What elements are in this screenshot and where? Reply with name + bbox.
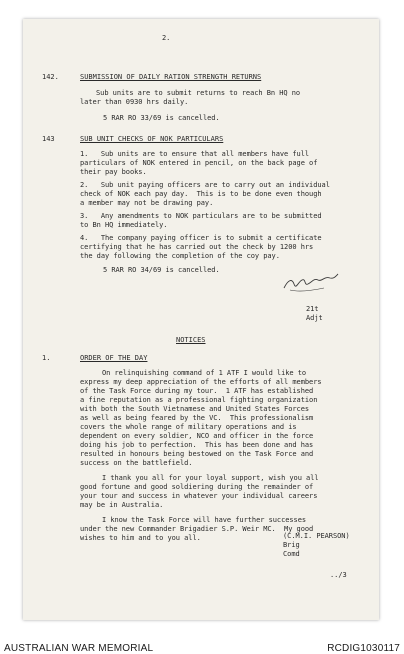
section-143-para4-line-3: the day following the completion of the coy pay. [80, 252, 280, 260]
section-143-para2-line-3: a member may not be drawing pay. [80, 199, 214, 207]
notice-para1-line-5: with both the South Vietnamese and United States Forces [80, 405, 310, 413]
section-142-cancel: 5 RAR RO 33/69 is cancelled. [103, 114, 220, 122]
comd-rank: Brig [283, 541, 300, 549]
notice-para3-line-1: I know the Task Force will have further successes [102, 516, 307, 524]
continuation-mark: ../3 [330, 571, 347, 579]
notice-para1-line-6: as well as being feared by the VC. This professionalism [80, 414, 314, 422]
notice-1-number: 1. [42, 354, 51, 362]
section-143-para1-line-2: particulars of NOK entered in pencil, on the back page of [80, 159, 318, 167]
section-143-para3-line-1: 3. Any amendments to NOK particulars are to be submitted [80, 212, 322, 220]
section-143-para2-line-2: check of NOK each pay day. This is to be done even though [80, 190, 322, 198]
comd-name: (C.M.I. PEARSON) [283, 532, 350, 540]
section-143-para4-line-2: certifying that he has carried out the check by 1200 hrs [80, 243, 314, 251]
notice-para2-line-2: good fortune and good soldiering during the remainder of [80, 483, 314, 491]
page-number: 2. [162, 34, 171, 42]
section-143-para3-line-2: to Bn HQ immediately. [80, 221, 168, 229]
notice-para1-line-2: express my deep appreciation of the efforts of all members [80, 378, 322, 386]
footer-institution: AUSTRALIAN WAR MEMORIAL [4, 643, 154, 654]
notice-para1-line-9: doing his job to perfection. This has been done and has [80, 441, 314, 449]
comd-title: Comd [283, 550, 300, 558]
section-143-cancel: 5 RAR RO 34/69 is cancelled. [103, 266, 220, 274]
notice-para1-line-1: On relinquishing command of 1 ATF I would like to [102, 369, 307, 377]
section-143-para1-line-1: 1. Sub units are to ensure that all members have full [80, 150, 310, 158]
section-143-heading: SUB UNIT CHECKS OF NOK PARTICULARS [80, 135, 224, 143]
section-142-line-2: later than 0930 hrs daily. [80, 98, 189, 106]
section-143-para4-line-1: 4. The company paying officer is to submit a certificate [80, 234, 322, 242]
notice-para1-line-7: covers the whole range of military operations and is [80, 423, 297, 431]
notice-para1-line-3: of the Task Force during my tour. 1 ATF has established [80, 387, 314, 395]
adjt-signature [280, 268, 340, 296]
archive-footer [0, 624, 404, 654]
notice-para1-line-8: dependent on every soldier, NCO and officer in the force [80, 432, 314, 440]
section-142-number: 142. [42, 73, 59, 81]
notice-para3-line-3: wishes to him and to you all. [80, 534, 201, 542]
notice-para1-line-4: a fine reputation as a professional fighting organization [80, 396, 318, 404]
notice-para1-line-11: success on the battlefield. [80, 459, 193, 467]
notices-heading: NOTICES [176, 336, 206, 344]
section-143-number: 143 [42, 135, 55, 143]
notice-para2-line-1: I thank you all for your loyal support, wish you all [102, 474, 319, 482]
adjt-rank: 21t [306, 305, 319, 313]
section-142-heading: SUBMISSION OF DAILY RATION STRENGTH RETURNS [80, 73, 262, 81]
notice-1-heading: ORDER OF THE DAY [80, 354, 148, 362]
section-142-line-1: Sub units are to submit returns to reach Bn HQ no [96, 89, 301, 97]
notice-para2-line-3: your tour and success in whatever your individual careers [80, 492, 318, 500]
notice-para2-line-4: may be in Australia. [80, 501, 164, 509]
notice-para3-line-2: under the new Commander Brigadier S.P. Weir MC. My good [80, 525, 314, 533]
footer-record-id: RCDIG1030117 [327, 643, 400, 654]
section-143-para1-line-3: their pay books. [80, 168, 147, 176]
notice-para1-line-10: resulted in honours being bestowed on the Task Force and [80, 450, 314, 458]
adjt-title: Adjt [306, 314, 323, 322]
section-143-para2-line-1: 2. Sub unit paying officers are to carry out an individual [80, 181, 330, 189]
